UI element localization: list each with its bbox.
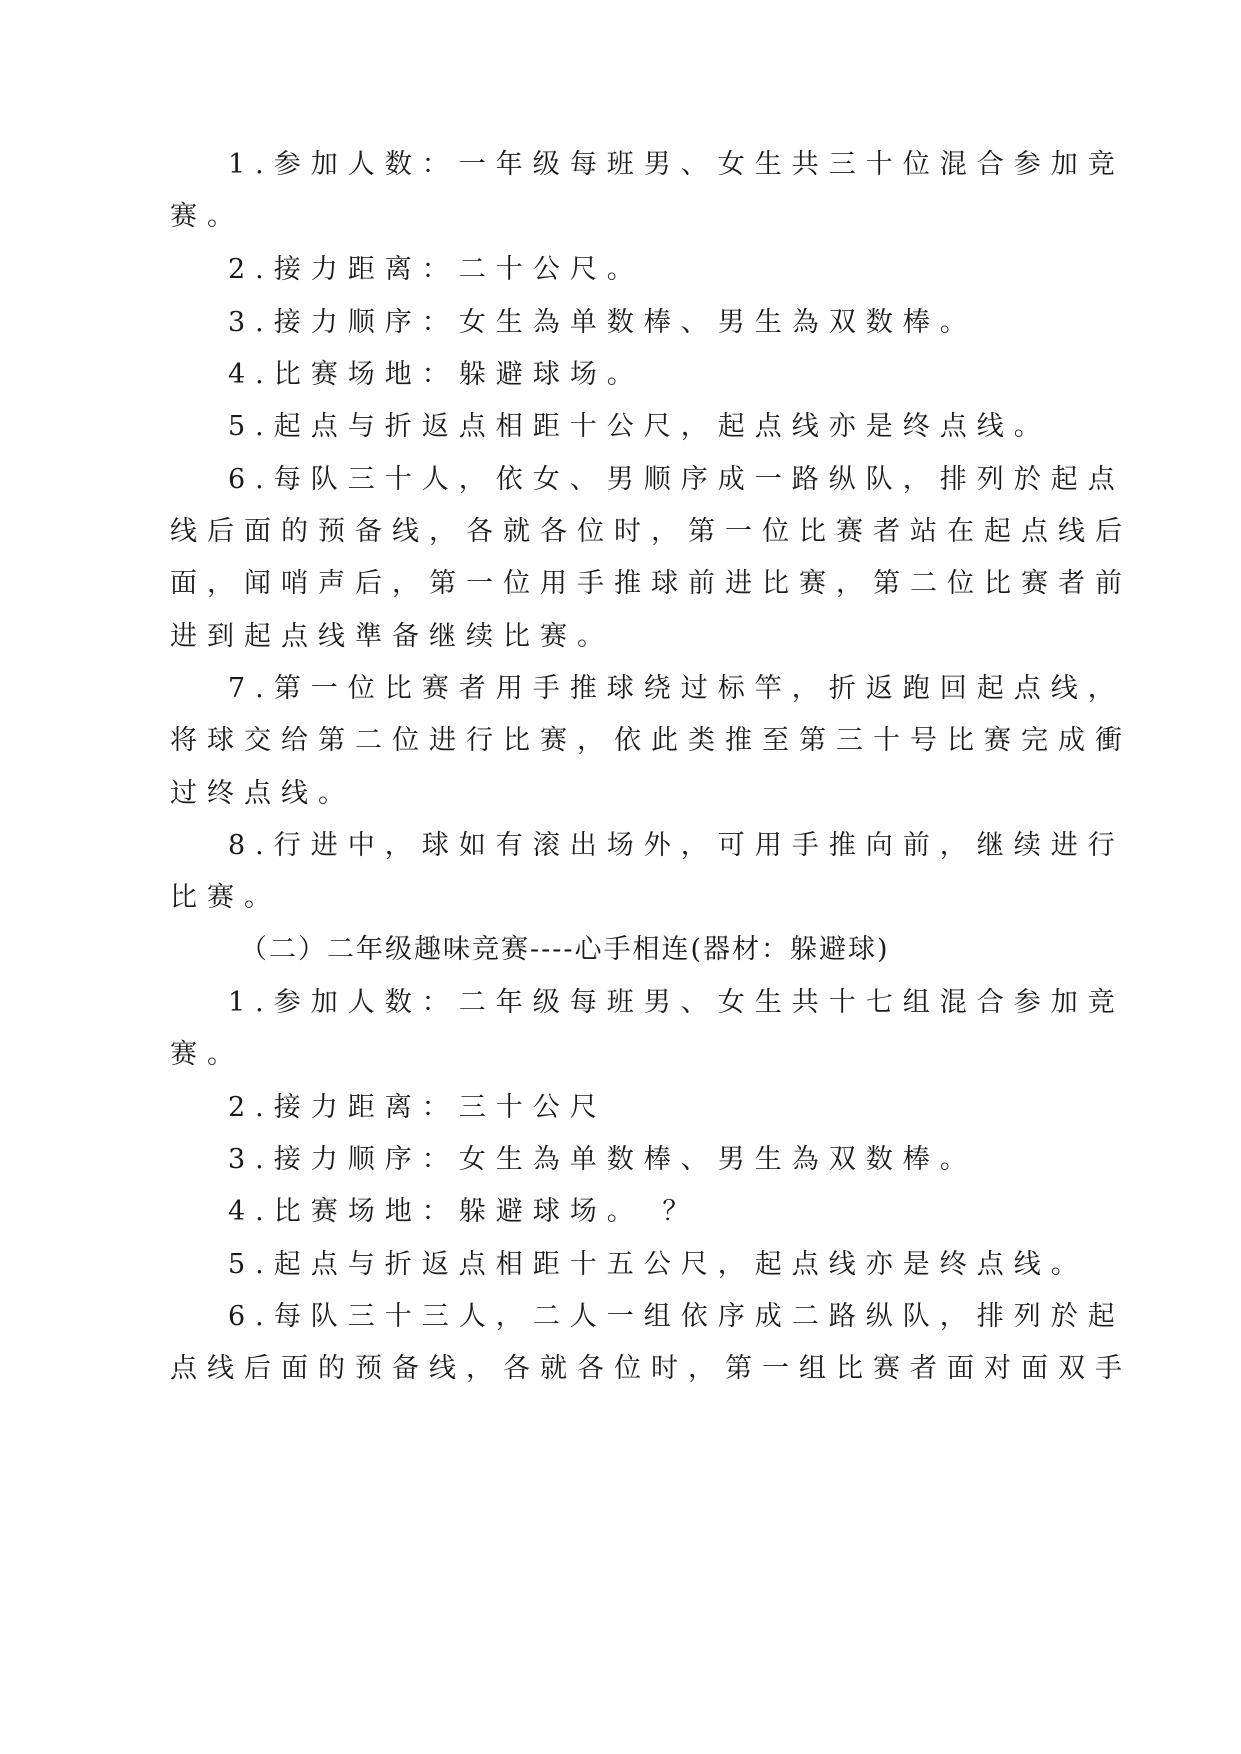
s1-item8-line1: 8.行进中，球如有滚出场外，可用手推向前，继续进行: [228, 830, 1125, 861]
s1-item4: 4.比赛场地：躲避球场。: [228, 359, 644, 390]
s2-item2: 2.接力距离：三十公尺: [228, 1092, 607, 1123]
s1-item7-line3: 过终点线。: [170, 778, 355, 809]
s2-item3: 3.接力顺序：女生為单数棒、男生為双数棒。: [228, 1144, 977, 1175]
s1-item6-line3: 面，闻哨声后，第一位用手推球前进比赛，第二位比赛者前: [170, 568, 1132, 599]
s2-item6-line2: 点线后面的预备线，各就各位时，第一组比赛者面对面双手: [170, 1353, 1132, 1384]
s1-item7-line1: 7.第一位比赛者用手推球绕过标竿，折返跑回起点线，: [228, 673, 1125, 704]
s2-item5: 5.起点与折返点相距十五公尺，起点线亦是终点线。: [228, 1249, 1088, 1280]
s2-item1-line1: 1.参加人数：二年级每班男、女生共十七组混合参加竞: [228, 987, 1125, 1018]
s1-item1-line2: 赛。: [170, 201, 244, 232]
s1-item2: 2.接力距离：二十公尺。: [228, 254, 644, 285]
s1-item5: 5.起点与折返点相距十公尺，起点线亦是终点线。: [228, 411, 1051, 442]
s1-item6-line2: 线后面的预备线，各就各位时，第一位比赛者站在起点线后: [170, 516, 1132, 547]
s1-item7-line2: 将球交给第二位进行比赛，依此类推至第三十号比赛完成衝: [170, 725, 1132, 756]
s1-item1-line1: 1.参加人数：一年级每班男、女生共三十位混合参加竞: [228, 149, 1125, 180]
s2-item4: 4.比赛场地：躲避球场。 ？: [228, 1196, 700, 1227]
s2-item6-line1: 6.每队三十三人，二人一组依序成二路纵队，排列於起: [228, 1301, 1125, 1332]
s2-item1-line2: 赛。: [170, 1039, 244, 1070]
s1-item6-line1: 6.每队三十人，依女、男顺序成一路纵队，排列於起点: [228, 464, 1125, 495]
s1-item8-line2: 比赛。: [170, 882, 281, 913]
s1-item6-line4: 进到起点线準备继续比赛。: [170, 621, 614, 652]
s1-item3: 3.接力顺序：女生為单数棒、男生為双数棒。: [228, 307, 977, 338]
section2-heading: （二）二年级趣味竞赛----心手相连(器材：躲避球): [240, 934, 890, 965]
